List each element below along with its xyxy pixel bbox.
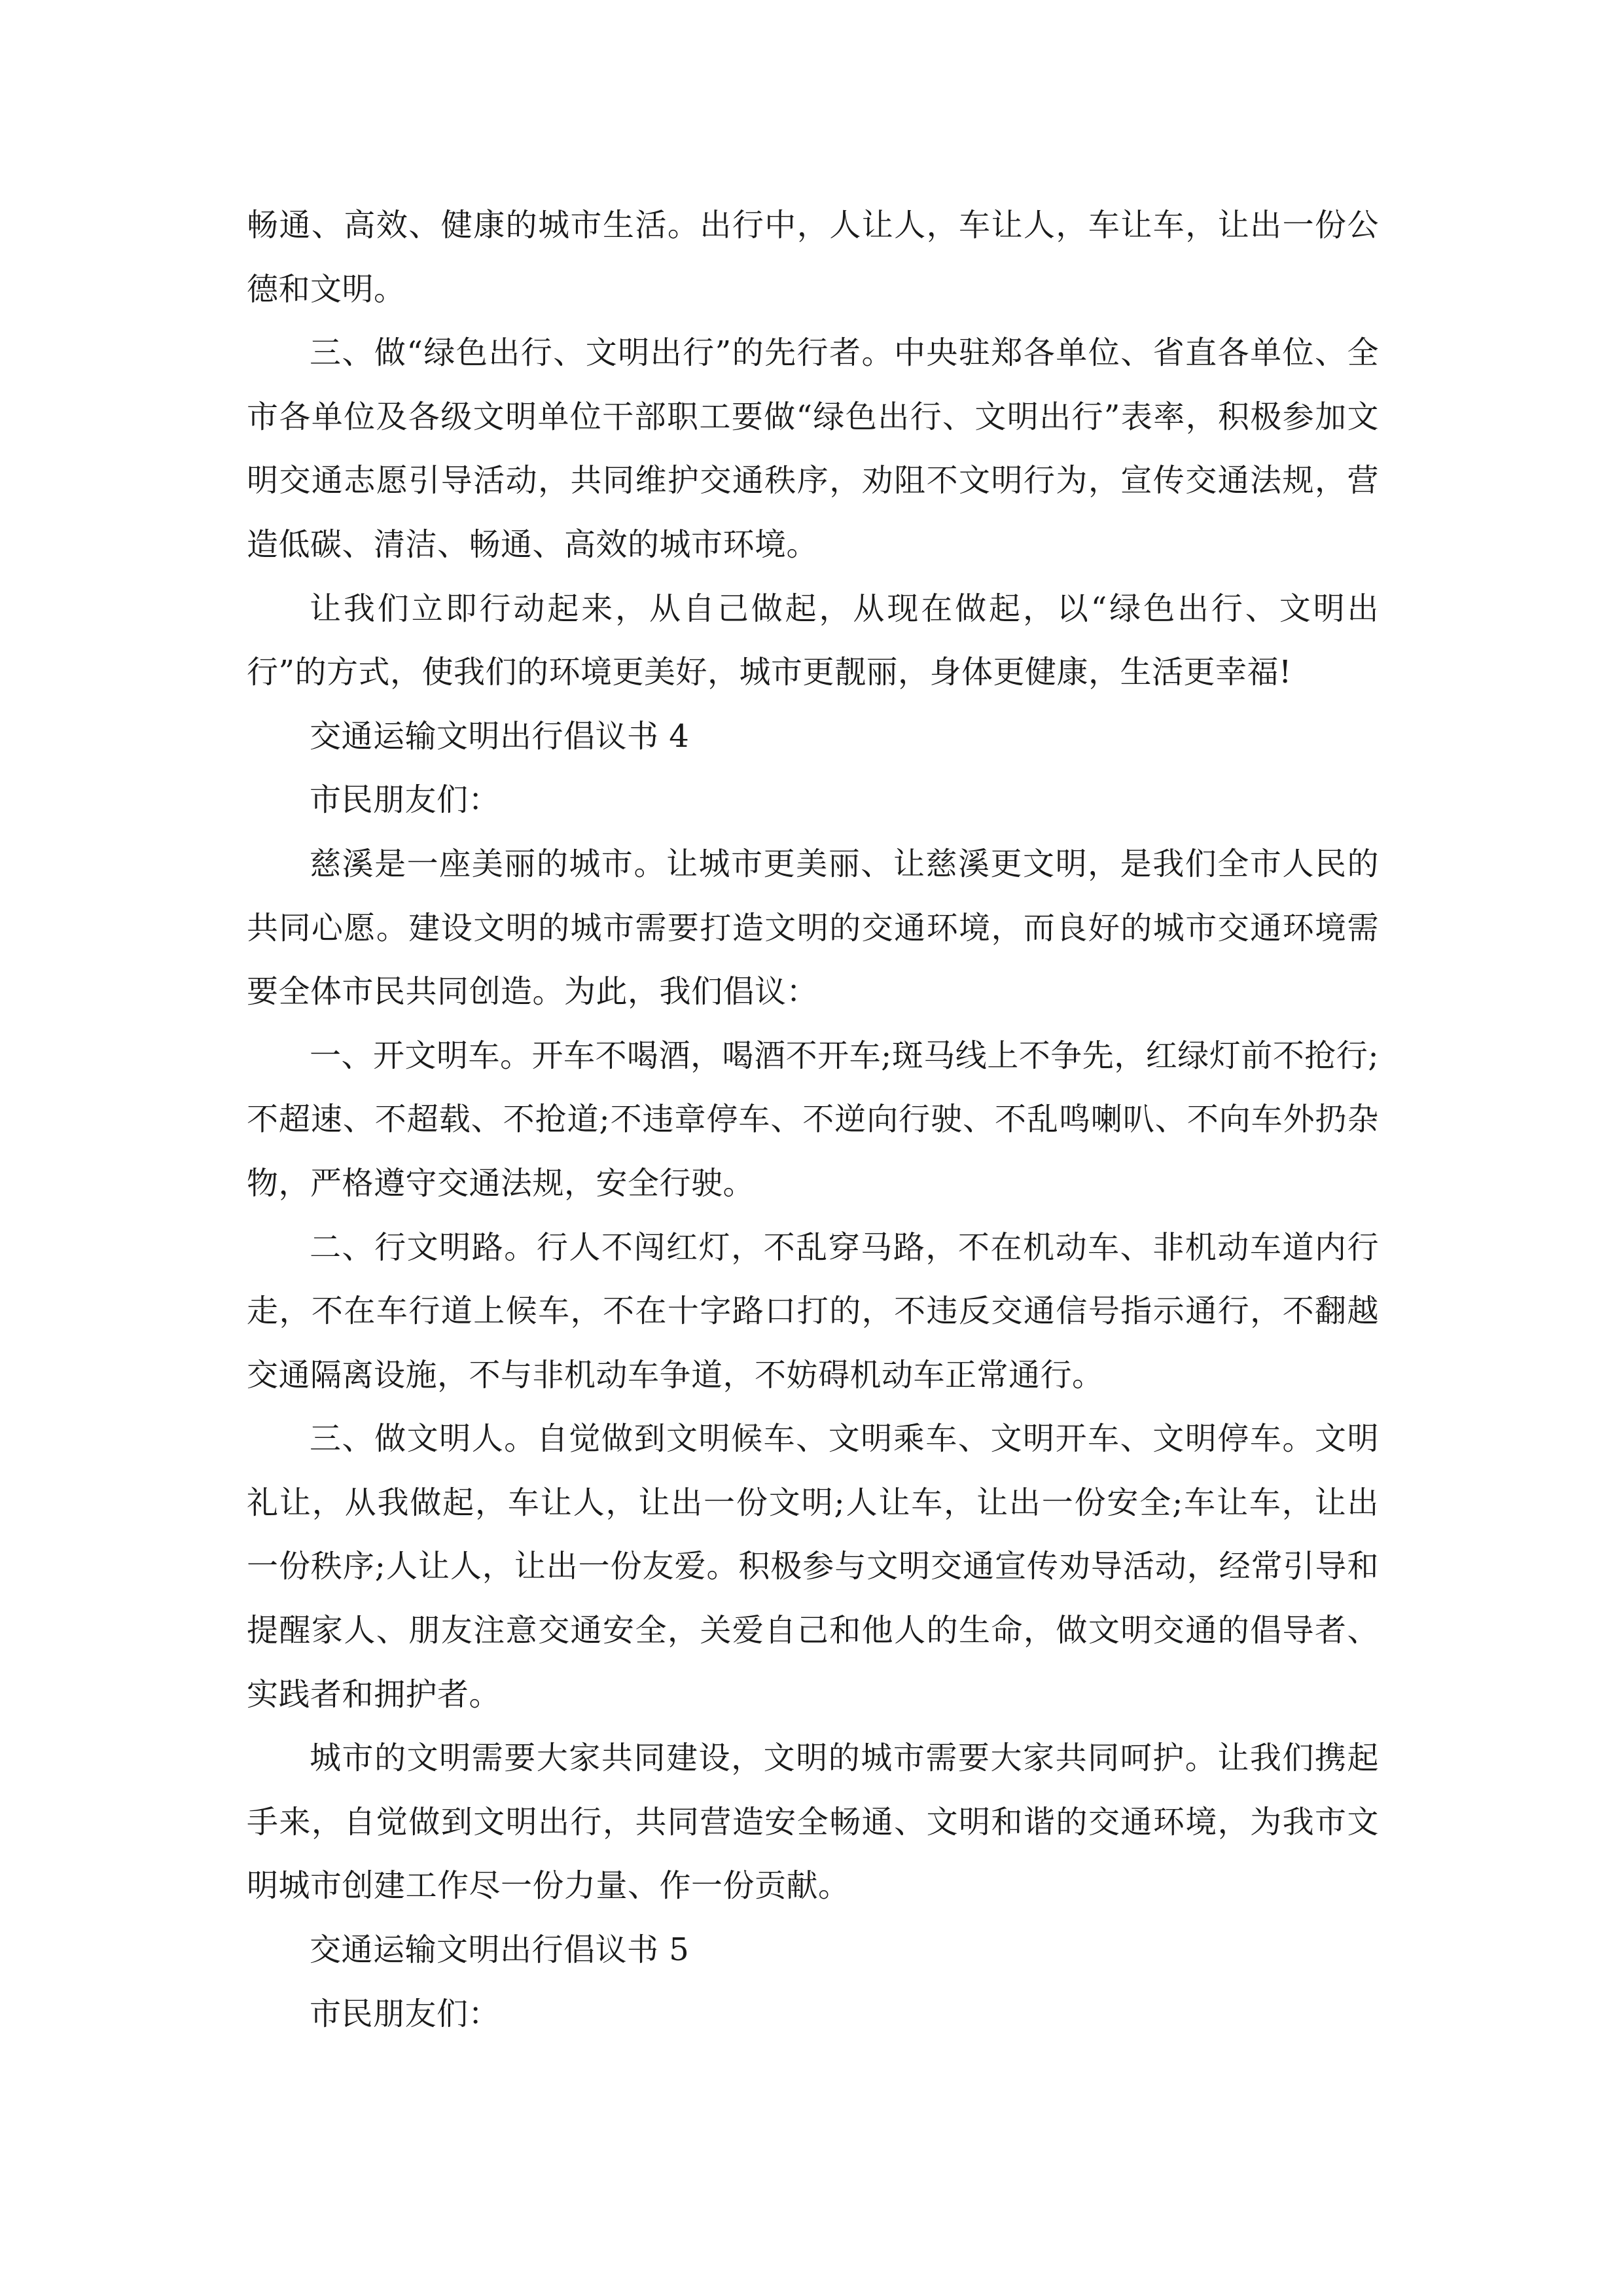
paragraph-closing-call: 让我们立即行动起来，从自己做起，从现在做起，以“绿色出行、文明出行”的方式，使我们的环境更美好，城市更靓丽，身体更健康，生活更幸福!: [247, 590, 1379, 691]
paragraph-item-three-green-travel: 三、做“绿色出行、文明出行”的先行者。中央驻郑各单位、省直各单位、全市各单位及各级文明单位干部职工要做“绿色出行、文明出行”表率，积极参加文明交通志愿引导活动，共同维护交通秩序，劝阻不文明行为，宣传交通法规，营造低碳、清洁、畅通、高效的城市环境。: [247, 334, 1379, 563]
paragraph-item-three-person: 三、做文明人。自觉做到文明候车、文明乘车、文明开车、文明停车。文明礼让，从我做起，车让人，让出一份文明;人让车，让出一份安全;车让车，让出一份秩序;人让人，让出一份友爱。积极参与文明交通宣传劝导活动，经常引导和提醒家人、朋友注意交通安全，关爱自己和他人的生命，做文明交通的倡导者、实践者和拥护者。: [247, 1420, 1379, 1713]
paragraph-intro-cixi: 慈溪是一座美丽的城市。让城市更美丽、让慈溪更文明，是我们全市人民的共同心愿。建设文明的城市需要打造文明的交通环境，而良好的城市交通环境需要全体市民共同创造。为此，我们倡议：: [247, 845, 1379, 1011]
salutation-4: 市民朋友们：: [310, 781, 501, 819]
paragraph-continuation: 畅通、高效、健康的城市生活。出行中，人让人，车让人，车让车，让出一份公德和文明。: [247, 207, 1379, 308]
section-title-4: 交通运输文明出行倡议书 4: [310, 717, 690, 755]
paragraph-closing-cixi: 城市的文明需要大家共同建设，文明的城市需要大家共同呵护。让我们携起手来，自觉做到文明出行，共同营造安全畅通、文明和谐的交通环境，为我市文明城市创建工作尽一份力量、作一份贡献。: [247, 1740, 1379, 1905]
paragraph-item-two-walk: 二、行文明路。行人不闯红灯，不乱穿马路，不在机动车、非机动车道内行走，不在车行道上候车，不在十字路口打的，不违反交通信号指示通行，不翻越交通隔离设施，不与非机动车争道，不妨碍机动车正常通行。: [247, 1229, 1379, 1393]
section-title-5: 交通运输文明出行倡议书 5: [310, 1931, 690, 1969]
paragraph-item-one-drive: 一、开文明车。开车不喝酒，喝酒不开车;斑马线上不争先，红绿灯前不抢行;不超速、不超载、不抢道;不违章停车、不逆向行驶、不乱鸣喇叭、不向车外扔杂物，严格遵守交通法规，安全行驶。: [247, 1037, 1379, 1202]
document-body: [247, 194, 1379, 2046]
salutation-5: 市民朋友们：: [310, 1995, 501, 2032]
